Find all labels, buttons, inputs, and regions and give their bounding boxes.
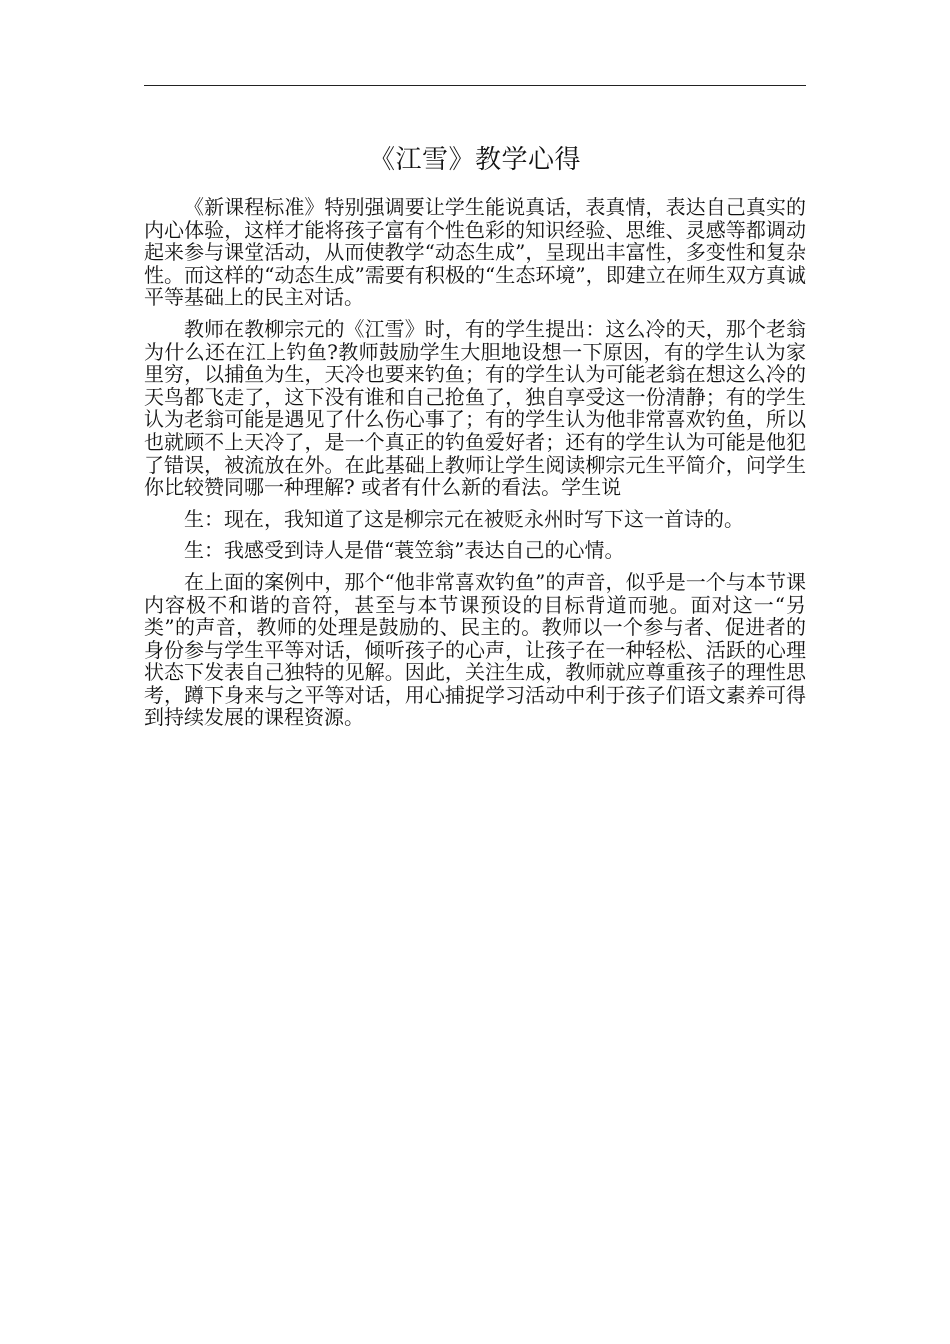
paragraph-5: 在上面的案例中，那个“他非常喜欢钓鱼”的声音，似乎是一个与本节课内容极不和谐的音符，甚至与本节课预设的目标背道而驰。面对这一“另类”的声音，教师的处理是鼓励的、民主的。教师以一个参与者、促进者的身份参与学生平等对话，倾听孩子的心声，让孩子在一种轻松、活跃的心理状态下发表自己独特的见解。因此，关注生成，教师就应尊重孩子的理性思考，蹲下身来与之平等对话，用心捕捉学习活动中利于孩子们语文素养可得到持续发展的课程资源。	[144, 569, 806, 730]
header-rule	[144, 85, 806, 86]
document-title: 《江雪》教学心得	[368, 145, 581, 175]
paragraph-1: 《新课程标准》特别强调要让学生能说真话，表真情，表达自己真实的内心体验，这样才能将孩子富有个性色彩的知识经验、思维、灵感等都调动起来参与课堂活动，从而使教学“动态生成”，呈现出丰富性，多变性和复杂性。而这样的“动态生成”需要有积极的“生态环境”，即建立在师生双方真诚平等基础上的民主对话。	[144, 195, 806, 310]
paragraph-3: 生：现在，我知道了这是柳宗元在被贬永州时写下这一首诗的。	[184, 506, 744, 531]
paragraph-4: 生：我感受到诗人是借“蓑笠翁”表达自己的心情。	[184, 538, 625, 563]
paragraph-2: 教师在教柳宗元的《江雪》时，有的学生提出：这么冷的天，那个老翁为什么还在江上钓鱼?教师鼓励学生大胆地设想一下原因，有的学生认为家里穷，以捕鱼为生，天冷也要来钓鱼；有的学生认为可能老翁在想这么冷的天鸟都飞走了，这下没有谁和自己抢鱼了，独自享受这一份清静；有的学生认为老翁可能是遇见了什么伤心事了；有的学生认为他非常喜欢钓鱼，所以也就顾不上天冷了，是一个真正的钓鱼爱好者；还有的学生认为可能是他犯了错误，被流放在外。在此基础上教师让学生阅读柳宗元生平简介，问学生你比较赞同哪一种理解? 或者有什么新的看法。学生说	[144, 316, 806, 500]
document-body	[144, 196, 806, 738]
